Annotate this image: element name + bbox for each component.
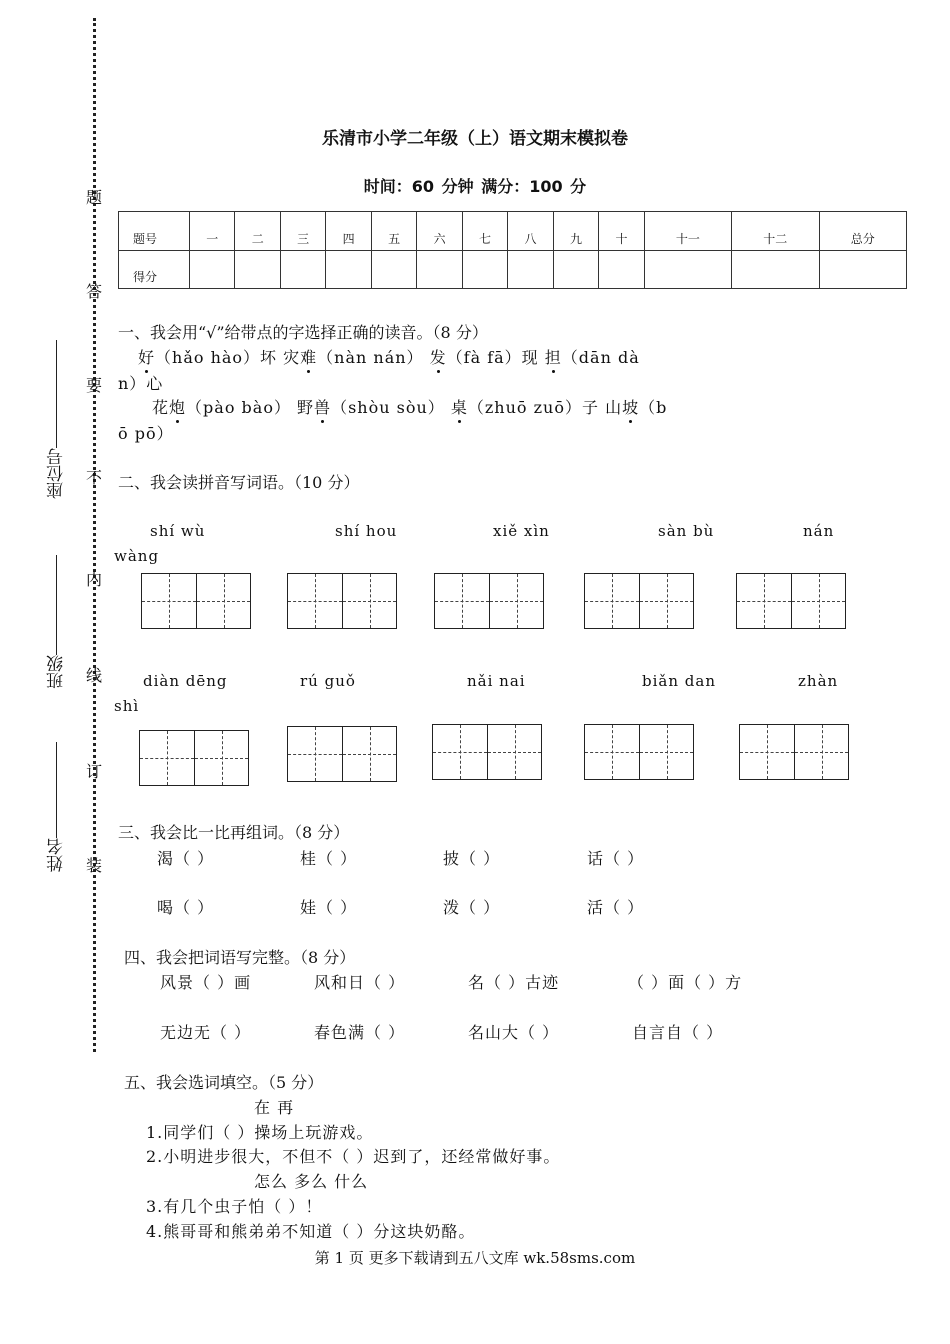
q5-sentence[interactable]: 3.有几个虫子怕（ ）！: [146, 1197, 323, 1216]
dotted-char: 担: [545, 345, 562, 368]
q5-choices: 怎么 多么 什么: [254, 1172, 369, 1191]
q4-item[interactable]: 自言自（ ）: [632, 1023, 724, 1042]
q4-item[interactable]: 春色满（ ）: [314, 1023, 406, 1042]
dotted-char: 桌: [451, 395, 468, 418]
pinyin: nǎi nai: [467, 672, 526, 690]
score-cell[interactable]: [371, 250, 416, 289]
q5-choices: 在 再: [254, 1098, 295, 1117]
column-header: 三: [280, 212, 325, 251]
q4-item[interactable]: （ ）面（ ）方: [628, 973, 743, 992]
q1-text: （dān dà: [561, 348, 640, 367]
column-header: 七: [462, 212, 507, 251]
q4-item[interactable]: 名山大（ ）: [468, 1023, 560, 1042]
q2-heading: 二、我会读拼音写词语。（10 分）: [118, 473, 360, 492]
q4-heading: 四、我会把词语写完整。（8 分）: [124, 948, 356, 967]
q3-item[interactable]: 桂（ ）: [300, 849, 358, 868]
q1-text: （shòu sòu）: [331, 398, 451, 417]
page-title: 乐清市小学二年级（上）语文期末模拟卷: [322, 129, 628, 149]
column-header: 八: [508, 212, 553, 251]
score-cell[interactable]: [190, 250, 235, 289]
pinyin: shí wù: [150, 522, 206, 540]
score-cell[interactable]: [462, 250, 507, 289]
pinyin: diàn dēng: [143, 672, 228, 690]
dotted-char: 坡: [622, 395, 639, 418]
column-header: 六: [417, 212, 462, 251]
q1-text: （zhuō zuō）子 山: [467, 398, 623, 417]
name-label: 姓名: [47, 838, 67, 872]
q3-heading: 三、我会比一比再组词。（8 分）: [118, 823, 350, 842]
q3-item[interactable]: 泼（ ）: [443, 898, 501, 917]
column-header: 十: [599, 212, 644, 251]
q5-sentence[interactable]: 2.小明进步很大，不但不（ ）迟到了，还经常做好事。: [146, 1147, 561, 1166]
writing-grid[interactable]: [434, 573, 544, 629]
pinyin: rú guǒ: [300, 672, 356, 690]
score-cell[interactable]: [732, 250, 819, 289]
q4-item[interactable]: 风景（ ）画: [160, 973, 252, 992]
score-cell[interactable]: [280, 250, 325, 289]
name-blank[interactable]: [56, 742, 57, 838]
q1-text: （hǎo hào）坏 灾: [155, 348, 301, 367]
q4-item[interactable]: 风和日（ ）: [314, 973, 406, 992]
pinyin: shì: [114, 697, 140, 715]
binding-char: 订: [86, 762, 103, 781]
pinyin: wàng: [114, 547, 160, 565]
column-header: 四: [326, 212, 371, 251]
writing-grid[interactable]: [736, 573, 846, 629]
writing-grid[interactable]: [139, 730, 249, 786]
score-cell[interactable]: [599, 250, 644, 289]
name-field[interactable]: [44, 742, 69, 872]
q3-item[interactable]: 话（ ）: [587, 849, 645, 868]
exam-info: 时间：60 分钟 满分：100 分: [363, 177, 587, 196]
q1-text: （b: [639, 398, 668, 417]
writing-grid[interactable]: [432, 724, 542, 780]
q3-item[interactable]: 喝（ ）: [157, 898, 215, 917]
pinyin: shí hou: [335, 522, 398, 540]
writing-grid[interactable]: [287, 573, 397, 629]
binding-char: 题: [86, 188, 103, 207]
writing-grid[interactable]: [584, 573, 694, 629]
score-cell[interactable]: [417, 250, 462, 289]
q5-heading: 五、我会选词填空。（5 分）: [124, 1073, 324, 1092]
page-footer: 第 1 页 更多下载请到五八文库 wk.58sms.com: [314, 1249, 636, 1267]
seat-number-blank[interactable]: [56, 340, 57, 448]
score-cell[interactable]: [235, 250, 280, 289]
dotted-char: 炮: [169, 395, 186, 418]
q3-item[interactable]: 披（ ）: [443, 849, 501, 868]
binding-char: 要: [86, 376, 103, 395]
dotted-char: 发: [430, 345, 447, 368]
seat-number-label: 座位号: [47, 448, 67, 499]
writing-grid[interactable]: [739, 724, 849, 780]
q1-heading: 一、我会用“√”给带点的字选择正确的读音。（8 分）: [118, 323, 488, 342]
column-header: 九: [553, 212, 598, 251]
class-label: 班级: [47, 655, 67, 689]
q5-sentence[interactable]: 1.同学们（ ）操场上玩游戏。: [146, 1123, 374, 1142]
binding-char: 装: [86, 856, 103, 875]
q1-text: （nàn nán）: [317, 348, 430, 367]
pinyin: zhàn: [798, 672, 839, 690]
q3-item[interactable]: 娃（ ）: [300, 898, 358, 917]
dotted-char: 好: [138, 345, 155, 368]
writing-grid[interactable]: [584, 724, 694, 780]
writing-grid[interactable]: [287, 726, 397, 782]
q1-line3: [152, 395, 667, 418]
binding-char: 内: [86, 570, 103, 589]
column-header: 十二: [732, 212, 819, 251]
score-table: [118, 211, 907, 289]
q1-text: （fà fā）现: [446, 348, 545, 367]
score-cell[interactable]: [508, 250, 553, 289]
binding-char: 不: [86, 468, 103, 487]
dotted-char: 难: [300, 345, 317, 368]
dotted-char: 兽: [314, 395, 331, 418]
column-header: 二: [235, 212, 280, 251]
column-header: 一: [190, 212, 235, 251]
score-label: 得分: [119, 250, 190, 289]
column-header: 总分: [819, 212, 907, 251]
q3-item[interactable]: 渴（ ）: [157, 849, 215, 868]
pinyin: biǎn dan: [642, 672, 716, 690]
binding-char: 答: [86, 282, 103, 301]
question-number-label: 题号: [119, 212, 190, 251]
column-header: 五: [371, 212, 416, 251]
score-cell[interactable]: [819, 250, 907, 289]
q1-text: （pào bào） 野: [186, 398, 315, 417]
score-cell[interactable]: [553, 250, 598, 289]
writing-grid[interactable]: [141, 573, 251, 629]
q1-text: 花: [152, 398, 170, 417]
score-cell[interactable]: [326, 250, 371, 289]
q1-line4: ō pō）: [118, 424, 174, 443]
q4-item[interactable]: 无边无（ ）: [160, 1023, 252, 1042]
q1-line2: n）心: [118, 374, 164, 393]
score-cell[interactable]: [644, 250, 731, 289]
q3-item[interactable]: 活（ ）: [587, 898, 645, 917]
q5-sentence[interactable]: 4.熊哥哥和熊弟弟不知道（ ）分这块奶酪。: [146, 1222, 476, 1241]
q1-line1: [138, 345, 640, 368]
pinyin: nán: [803, 522, 835, 540]
class-field[interactable]: [44, 555, 69, 689]
pinyin: sàn bù: [658, 522, 715, 540]
binding-char: 线: [86, 666, 103, 685]
column-header: 十一: [644, 212, 731, 251]
seat-number-field[interactable]: [44, 340, 69, 499]
class-blank[interactable]: [56, 555, 57, 655]
pinyin: xiě xìn: [493, 522, 550, 540]
q4-item[interactable]: 名（ ）古迹: [468, 973, 560, 992]
